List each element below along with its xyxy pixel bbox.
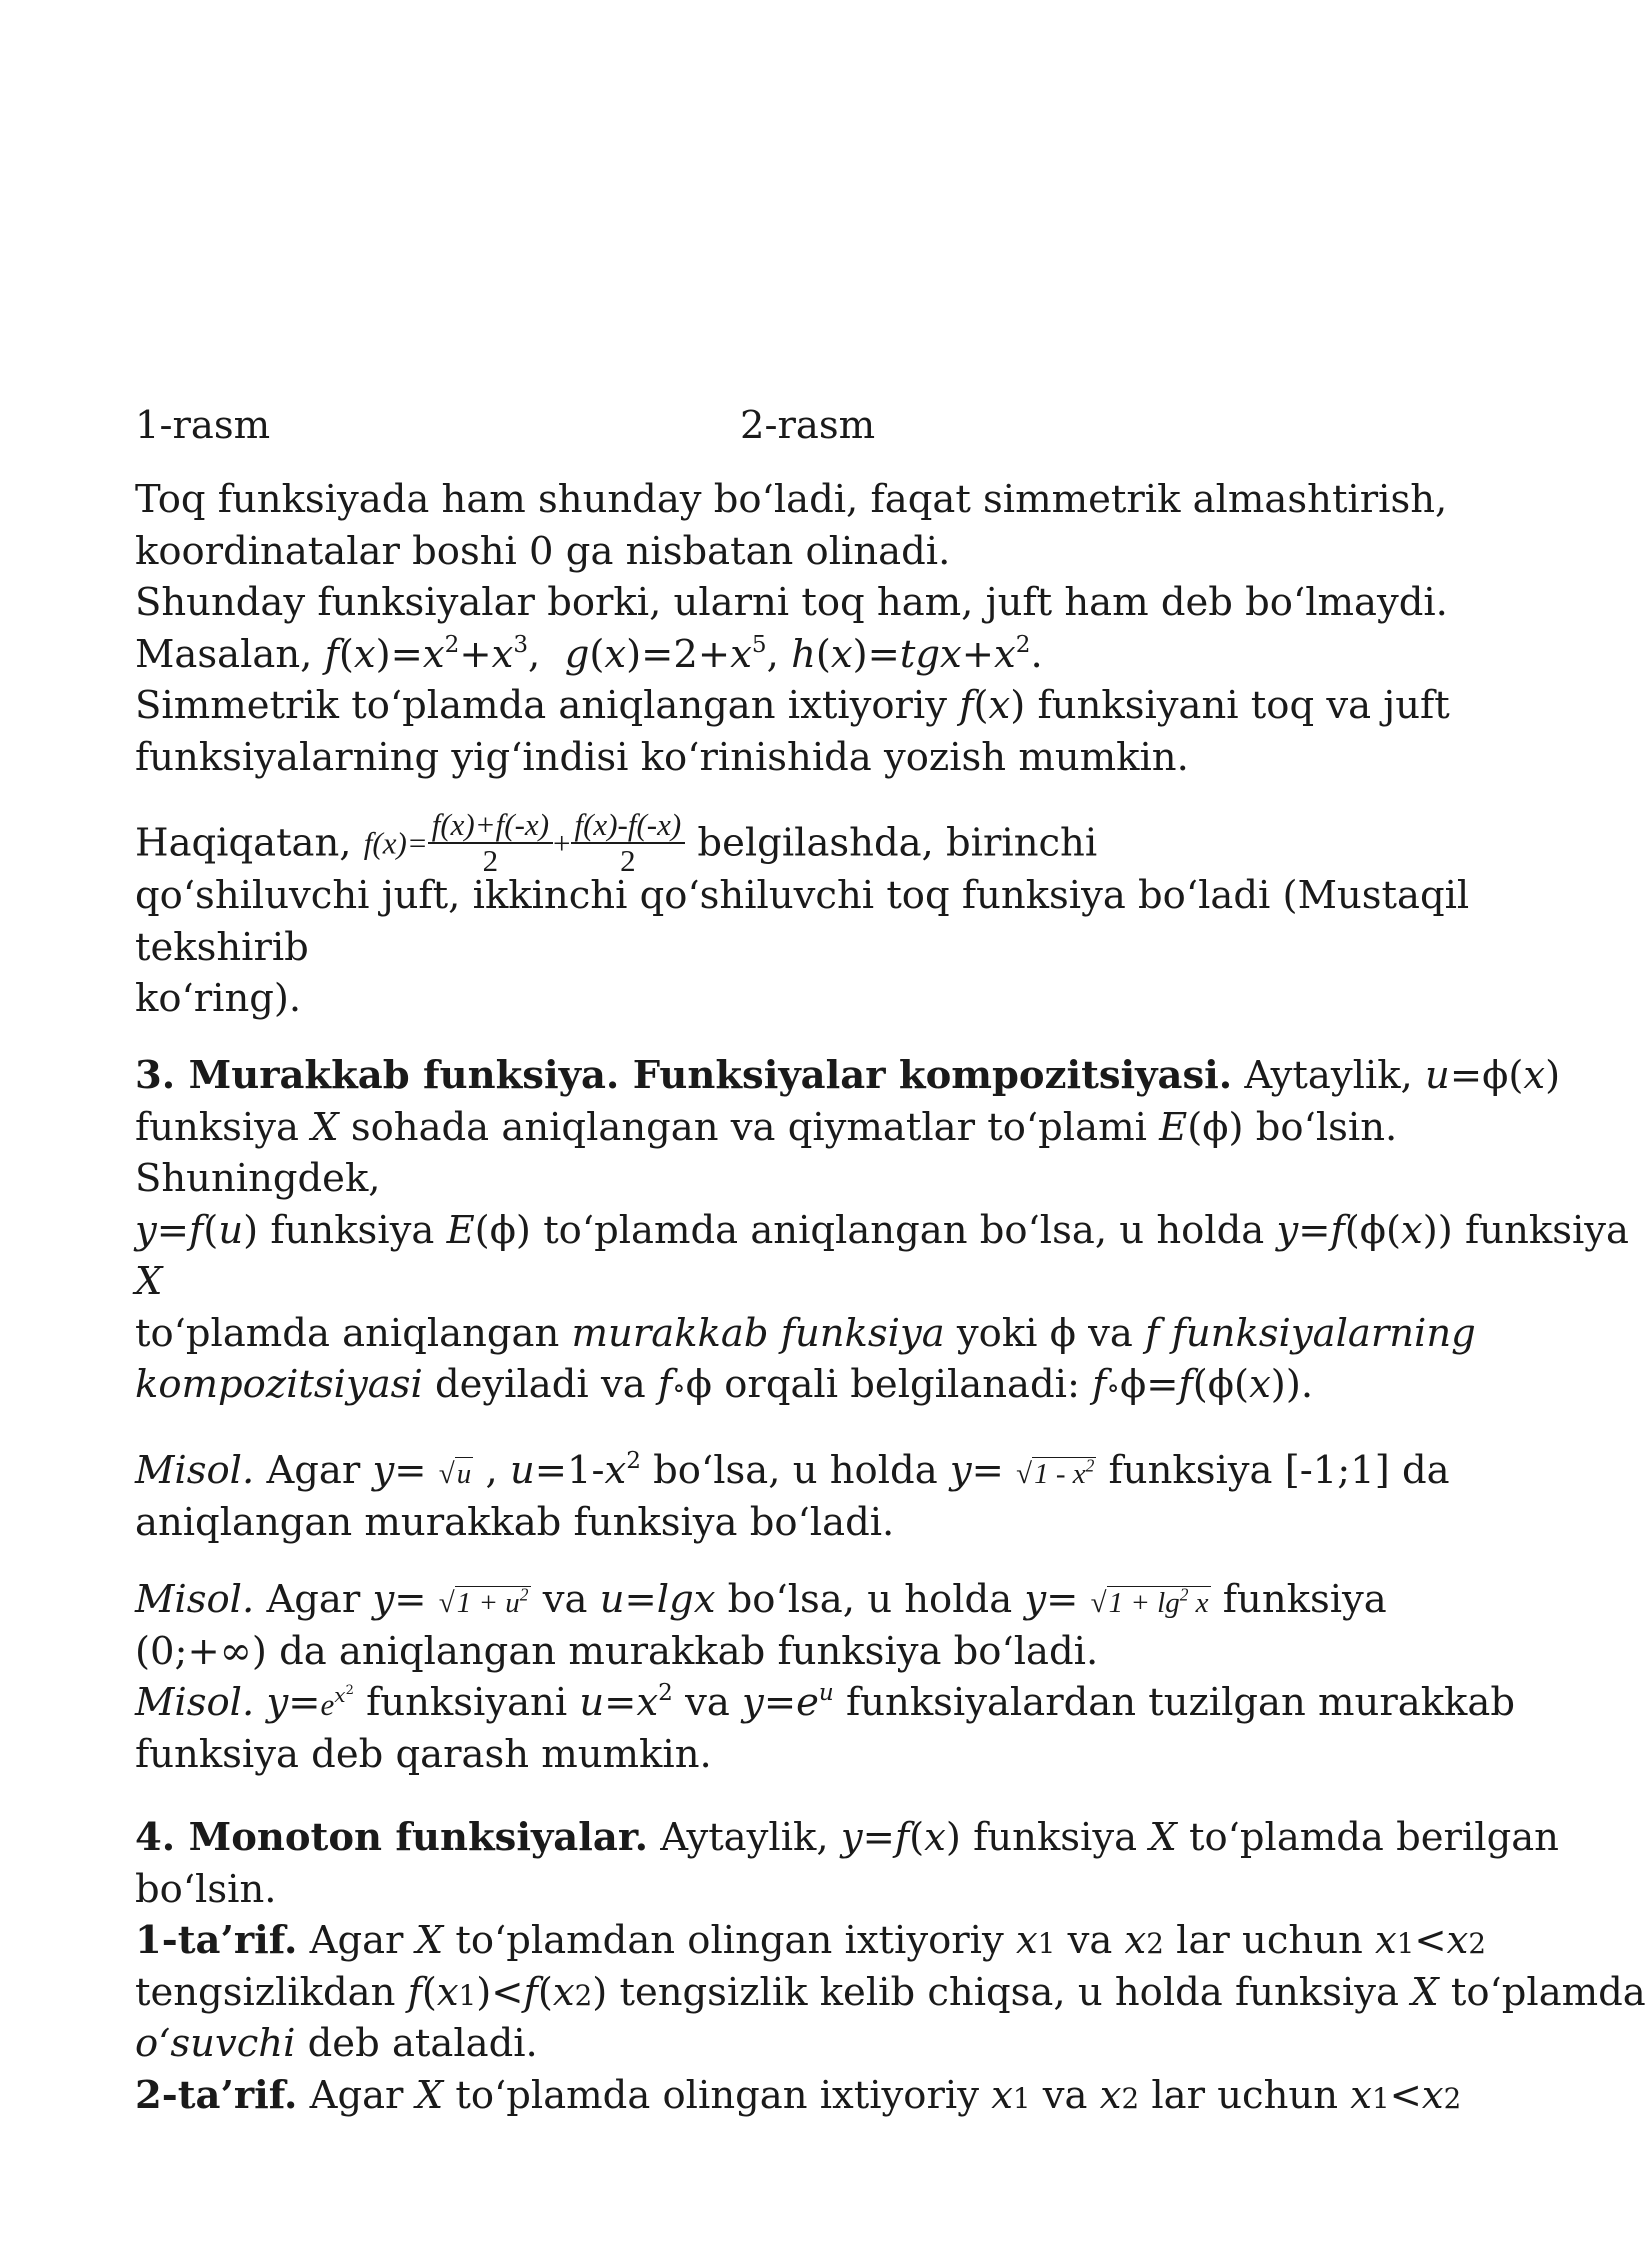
formula-line: Haqiqatan, f(x)= $\frac{f(x)+f(-x)}{2}$ + $\frac{f(x)-f(-x)}{2}$ belgilashda, birinchi [135,807,1098,879]
text-line: Shunday funksiyalar borki, ularni toq ham, juft ham deb bo‘lmaydi. [135,580,1448,626]
fraction-odd-part: $\frac{f(x)-f(-x)}{2}$ [571,808,686,878]
text-line: funksiya X sohada aniqlangan va qiymatlar to‘plami E(ϕ) bo‘lsin. [135,1104,1398,1150]
text-line: Misol. Agar y= √u , $u=1-x^2$ bo‘lsa, u holda $y= √1 - x^2$ funksiya [-1;1] da [135,1448,1450,1493]
section-heading: 4. Monoton funksiyalar. [135,1815,648,1860]
text-line: funksiyalarning yig‘indisi ko‘rinishida yozish mumkin. [135,734,1189,780]
definition-2: 2-ta’rif. Agar X to‘plamda olingan ixtiyoriy x1 va x2 lar uchun x1<x2 [135,2072,1462,2118]
paragraph-decomposition [135,808,1515,1025]
text-line: Misol. Agar $y= √1 + u^2$ va u=lgx bo‘lsa, u holda $y= √1 + \lg^2 x$ funksiya [135,1577,1387,1622]
section-heading-line: 4. Monoton funksiyalar. Aytaylik, y=f(x) funksiya X to‘plamda berilgan [135,1815,1559,1860]
example-2 [135,1574,1515,1780]
text-line: ko‘ring). [135,976,302,1022]
section-heading: 3. Murakkab funksiya. Funksiyalar kompozitsiyasi. [135,1053,1233,1098]
text-line: Shuningdek, [135,1156,381,1202]
figure-caption-2: 2-rasm [740,403,876,448]
text-line: Simmetrik to‘plamda aniqlangan ixtiyoriy f(x) funksiyani toq va juft [135,683,1450,729]
text-line-formula: Masalan, $f(x)=x^2+x^3$, $g(x)=2+x^5$, $h(x)=tgx+x^2$. [135,631,1043,677]
text-line: X [135,1259,163,1305]
figure-caption-1: 1-rasm [135,403,271,448]
section-monotone-functions [135,1812,1646,2121]
formula-lhs: f(x)= [363,825,428,861]
section-heading-line: 3. Murakkab funksiya. Funksiyalar kompozitsiyasi. Aytaylik, u=ϕ(x) [135,1053,1561,1098]
text-line: Misol. $y=e^{x^2}$ funksiyani $u=x^2$ va $y=e^u$ funksiyalardan tuzilgan murakkab [135,1680,1515,1726]
text-line: tekshirib [135,924,309,970]
fraction-even-part: $\frac{f(x)+f(-x)}{2}$ [428,808,553,878]
text-line: to‘plamda aniqlangan murakkab funksiya yoki ϕ va f funksiyalarning [135,1310,1476,1356]
text-line: tengsizlikdan f(x1)<f(x2) tengsizlik kelib chiqsa, u holda funksiya X to‘plamda [135,1969,1646,2015]
definition-1: 1-ta’rif. Agar X to‘plamdan olingan ixtiyoriy x1 va x2 lar uchun x1<x2 [135,1918,1487,1964]
text-line: qo‘shiluvchi juft, ikkinchi qo‘shiluvchi toq funksiya bo‘ladi (Mustaqil [135,873,1470,918]
text-line: funksiya deb qarash mumkin. [135,1731,712,1777]
text-line: y=f(u) funksiya E(ϕ) to‘plamda aniqlangan bo‘lsa, u holda y=f(ϕ(x)) funksiya [135,1207,1629,1253]
text-line: aniqlangan murakkab funksiya bo‘ladi. [135,1499,895,1545]
section-composite-function [135,1050,1629,1411]
text-line: o‘suvchi deb ataladi. [135,2021,538,2067]
text-line: (0;+∞) da aniqlangan murakkab funksiya bo‘ladi. [135,1628,1099,1674]
paragraph-odd-even [135,474,1515,783]
text-line: bo‘lsin. [135,1866,277,1912]
text-line: kompozitsiyasi deyiladi va f∘ϕ orqali belgilanadi: f∘ϕ=f(ϕ(x)). [135,1362,1314,1408]
text-line: koordinatalar boshi 0 ga nisbatan olinadi. [135,528,951,574]
example-1 [135,1445,1515,1548]
text-line: Toq funksiyada ham shunday bo‘ladi, faqat simmetrik almashtirish, [135,477,1448,522]
